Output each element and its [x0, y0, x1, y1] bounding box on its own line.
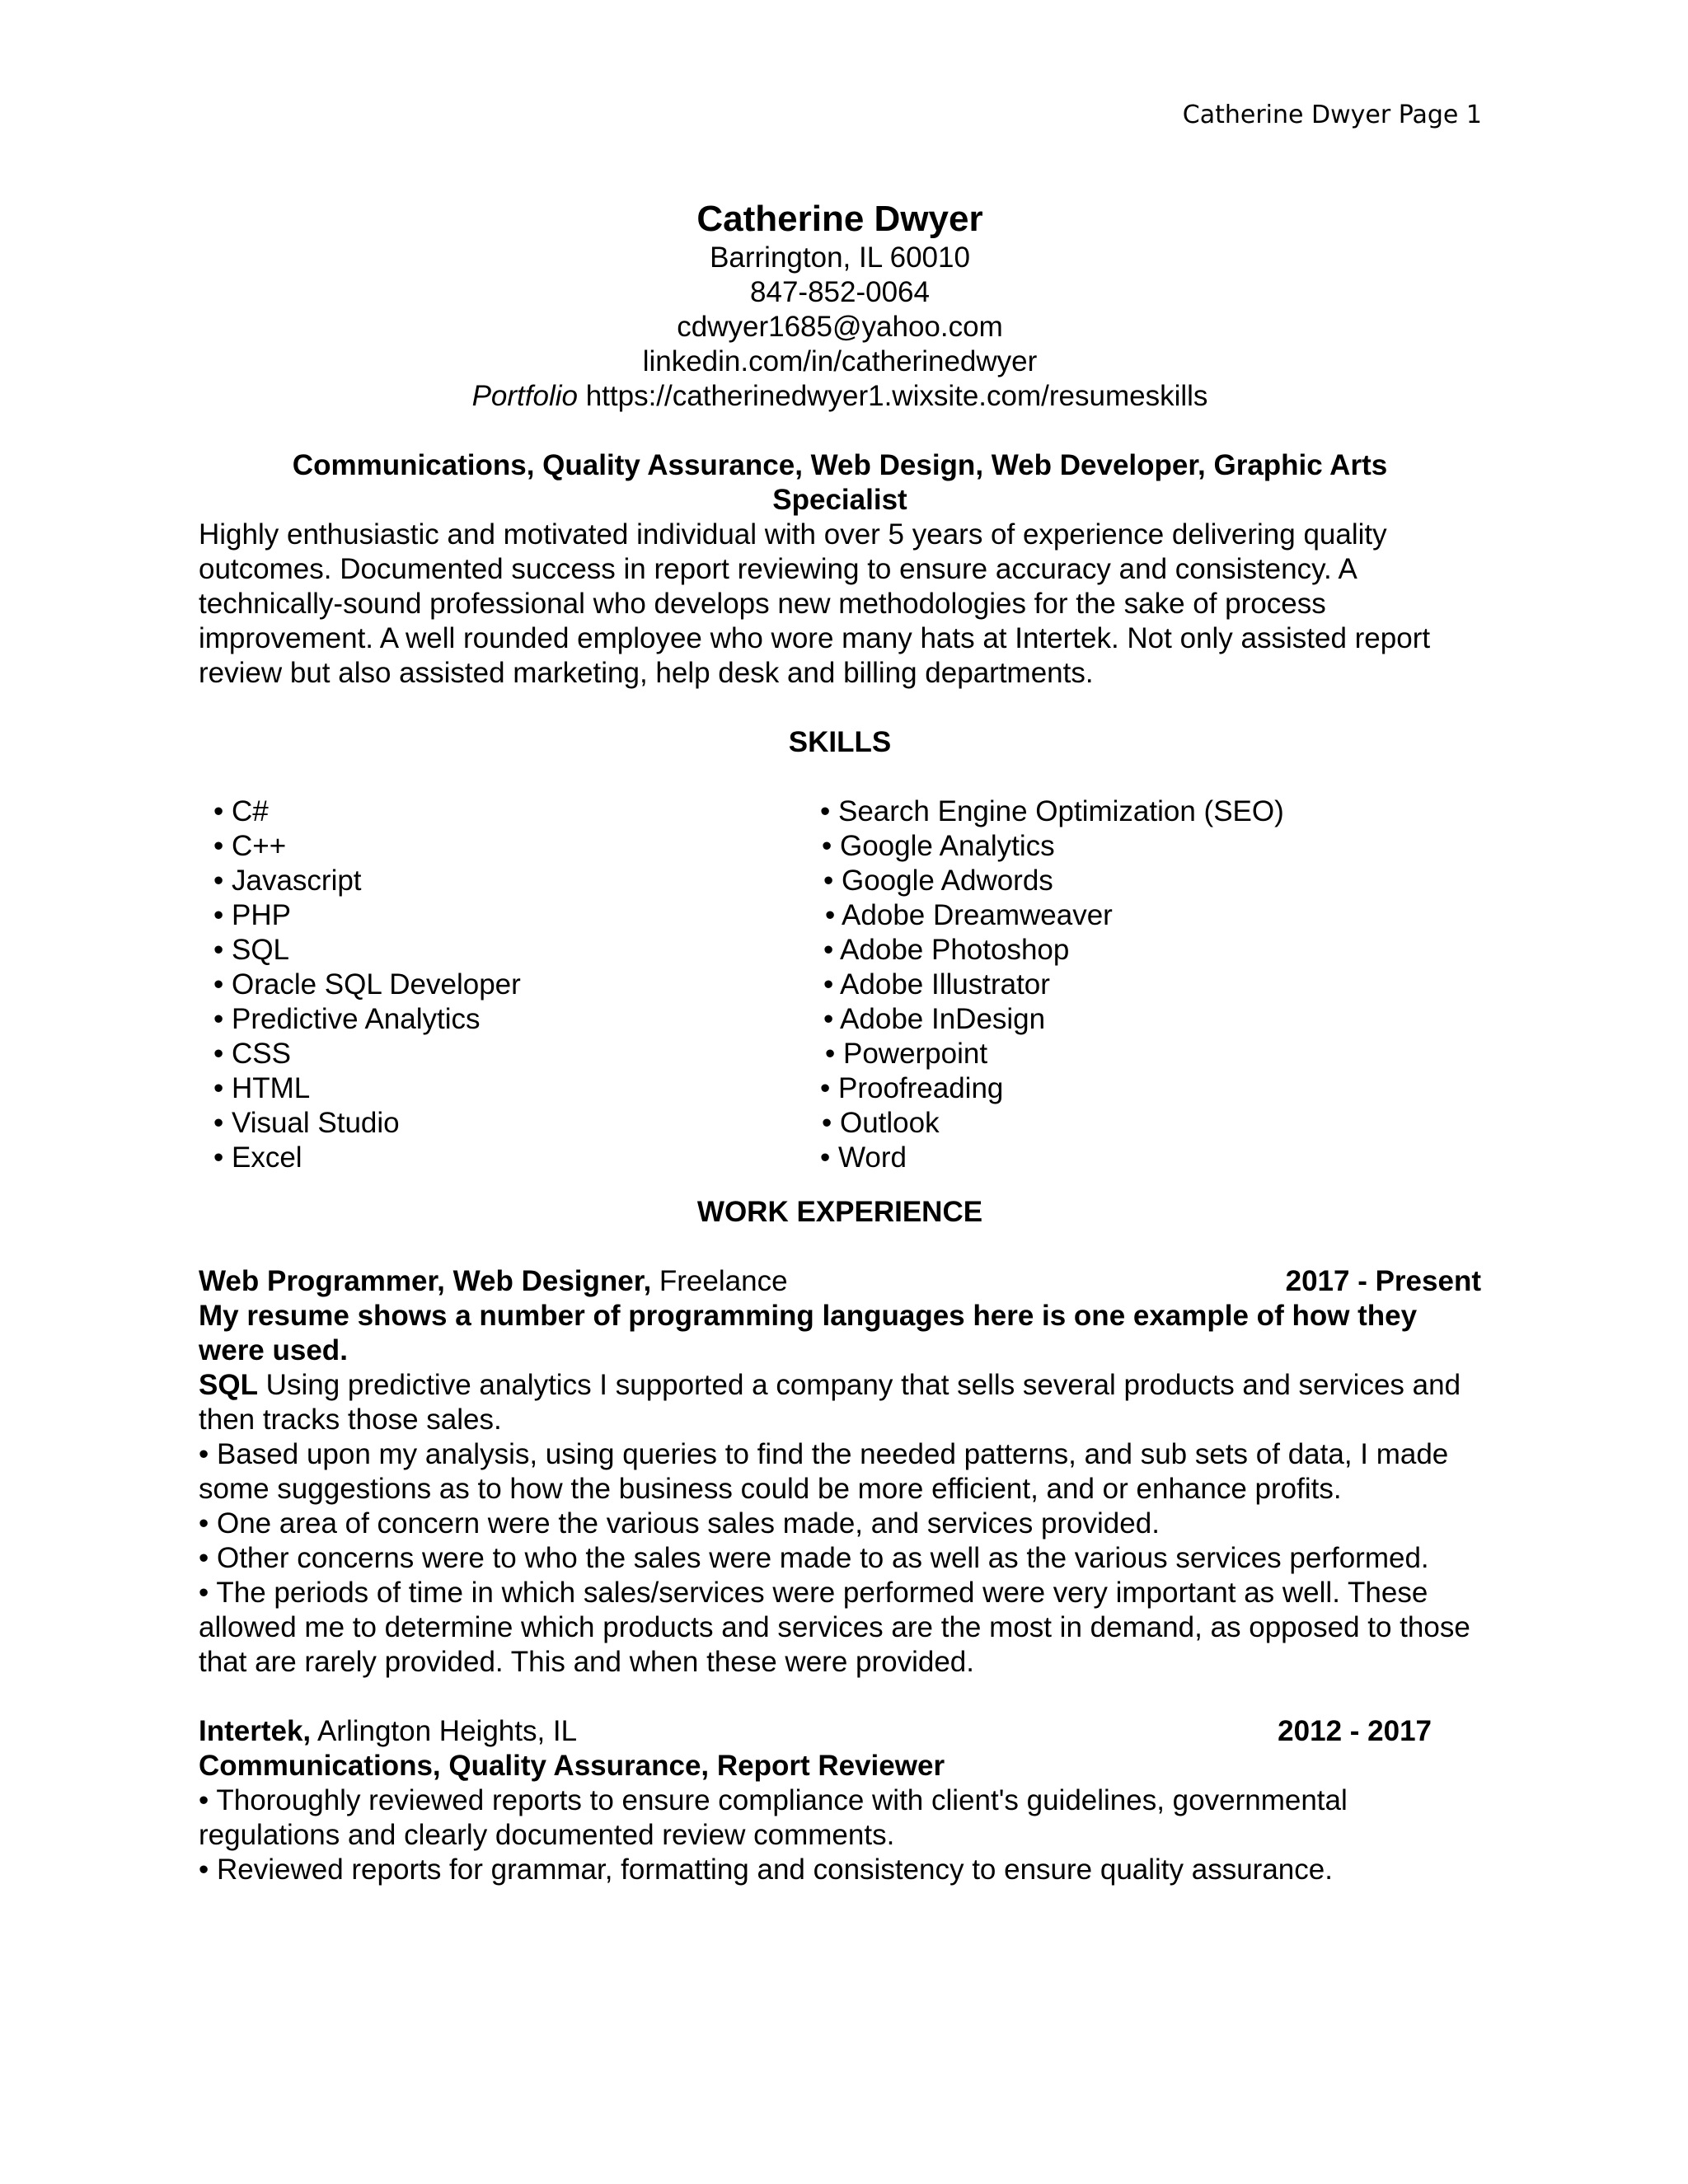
email: cdwyer1685@yahoo.com	[677, 311, 1003, 343]
skill-item: • Search Engine Optimization (SEO)	[820, 795, 1284, 827]
job-title-line	[199, 1714, 577, 1749]
job-intro: My resume shows a number of programming languages here is one example of how they were used.	[199, 1300, 1418, 1366]
contact-block	[199, 241, 1481, 414]
page-header: Catherine Dwyer Page 1	[1182, 101, 1482, 129]
resume-body	[199, 198, 1481, 1887]
skill-item: • HTML	[213, 1072, 311, 1104]
skills-right-column	[820, 794, 1284, 1175]
portfolio-url: https://catherinedwyer1.wixsite.com/resumeskills	[585, 380, 1208, 412]
job-role: Web Programmer, Web Designer,	[199, 1265, 652, 1297]
skill-item: • Predictive Analytics	[213, 1003, 481, 1035]
skills-heading: SKILLS	[788, 726, 892, 758]
skill-item: • Visual Studio	[213, 1107, 400, 1139]
work-experience-heading: WORK EXPERIENCE	[696, 1196, 983, 1228]
job-header	[199, 1264, 1481, 1299]
job-bullet: • Reviewed reports for grammar, formatting and consistency to ensure quality assurance.	[199, 1854, 1333, 1886]
portfolio-line	[199, 379, 1481, 414]
skill-item: • Adobe Photoshop	[823, 934, 1070, 966]
skill-item: • SQL	[213, 934, 290, 966]
skill-item: • Word	[820, 1141, 907, 1174]
candidate-name: Catherine Dwyer	[696, 199, 983, 239]
skills-list	[199, 794, 1481, 1175]
job-bullet: • Based upon my analysis, using queries to find the needed patterns, and sub sets of data, I made some suggestions as to how the business could be more efficient, and or enhance profits.	[199, 1438, 1449, 1505]
address: Barrington, IL 60010	[710, 241, 970, 274]
job-title-line	[199, 1264, 788, 1299]
job-dates: 2017 - Present	[1285, 1265, 1481, 1297]
sql-text: Using predictive analytics I supported a company that sells several products and services and then tracks those sales.	[199, 1369, 1461, 1436]
skill-item: • Javascript	[213, 865, 362, 897]
skill-item: • C#	[213, 795, 269, 827]
skill-item: • C++	[213, 830, 287, 862]
job-role: Communications, Quality Assurance, Report Reviewer	[199, 1750, 945, 1782]
skill-item: • Proofreading	[820, 1072, 1004, 1104]
skill-item: • CSS	[213, 1038, 291, 1070]
job-dates: 2012 - 2017	[1278, 1715, 1432, 1747]
professional-title: Communications, Quality Assurance, Web Design, Web Developer, Graphic Arts Specialist	[292, 449, 1388, 516]
summary: Highly enthusiastic and motivated individual with over 5 years of experience delivering quality outcomes. Documented success in report reviewing to ensure accuracy and consistency. A technically-sound professional who develops new methodologies for the sake of process improvement. A well rounded employee who wore many hats at Intertek. Not only assisted report review but also assisted marketing, help desk and billing departments.	[199, 518, 1431, 689]
job-bullet: • Thoroughly reviewed reports to ensure compliance with client's guidelines, governmental regulations and clearly documented review comments.	[199, 1784, 1348, 1851]
skill-item: • Powerpoint	[825, 1038, 988, 1070]
job-company: Intertek,	[199, 1715, 312, 1747]
skill-item: • Google Analytics	[822, 830, 1055, 862]
skill-item: • Adobe InDesign	[823, 1003, 1046, 1035]
portfolio-label: Portfolio	[471, 380, 578, 412]
skill-item: • Adobe Illustrator	[823, 968, 1050, 1001]
skill-item: • Outlook	[822, 1107, 940, 1139]
skills-left-column	[213, 794, 820, 1175]
job-header	[199, 1714, 1432, 1749]
linkedin: linkedin.com/in/catherinedwyer	[642, 345, 1038, 377]
skill-item: • Adobe Dreamweaver	[825, 899, 1113, 931]
job-sql-paragraph	[199, 1368, 1481, 1437]
skill-item: • PHP	[213, 899, 291, 931]
sql-label: SQL	[199, 1369, 258, 1401]
job-bullet: • The periods of time in which sales/services were performed were very important as well. These allowed me to determine which products and services are the most in demand, as opposed to those that are rarely provided. This and when these were provided.	[199, 1577, 1470, 1678]
phone: 847-852-0064	[750, 276, 930, 308]
job-bullet: • Other concerns were to who the sales were made to as well as the various services performed.	[199, 1542, 1429, 1574]
job-location: Arlington Heights, IL	[311, 1715, 578, 1747]
job-bullet: • One area of concern were the various sales made, and services provided.	[199, 1507, 1160, 1540]
job-employer: Freelance	[651, 1265, 788, 1297]
skill-item: • Google Adwords	[823, 865, 1053, 897]
skill-item: • Oracle SQL Developer	[213, 968, 521, 1001]
skill-item: • Excel	[213, 1141, 302, 1174]
